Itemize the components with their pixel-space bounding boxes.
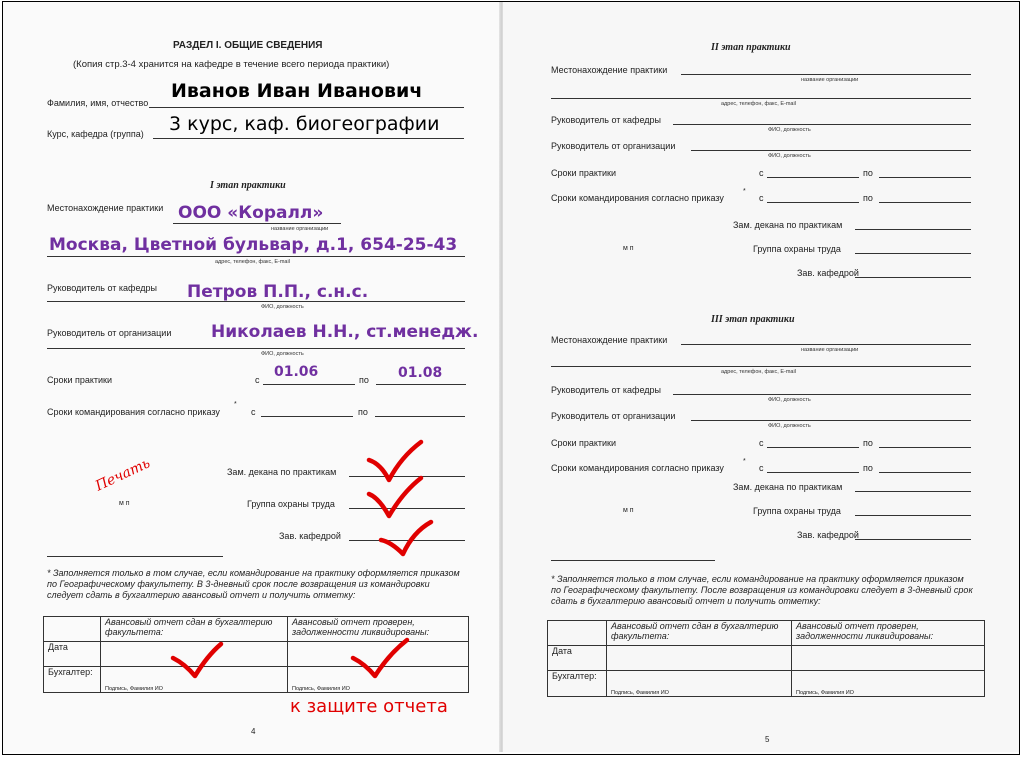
dates-to: по — [359, 375, 369, 385]
address-caption: адрес, телефон, факс, E-mail — [215, 259, 290, 265]
org-head-label: Руководитель от организации — [47, 328, 172, 338]
s2-mission-from: с — [759, 193, 764, 203]
date-to-value: 01.08 — [398, 365, 443, 381]
s2-location-label: Местонахождение практики — [551, 65, 668, 75]
safety-label: Группа охраны труда — [247, 499, 335, 509]
mission-from: с — [251, 407, 256, 417]
org-head-value: Николаев Н.Н., ст.менедж. — [211, 322, 479, 342]
s3-location-label: Местонахождение практики — [551, 335, 668, 345]
s3-mp-label: м п — [623, 507, 634, 514]
s2-mission-star: * — [743, 188, 746, 195]
checkmark-icon — [369, 442, 421, 480]
table-header-col1: Авансовый отчет сдан в бухгалтерию факультета: — [101, 617, 288, 642]
right-advance-report-table — [547, 620, 985, 697]
stage3-title: III этап практики — [711, 314, 795, 325]
s2-dept-head-line — [673, 124, 971, 125]
s2-fio-caption: ФИО, должность — [768, 127, 811, 133]
location-label: Местонахождение практики — [47, 203, 164, 213]
copy-note: (Копия стр.3-4 хранится на кафедре в течение всего периода практики) — [73, 59, 390, 70]
s3-dean-label: Зам. декана по практикам — [733, 482, 843, 492]
s2-mission-to-line — [879, 202, 971, 203]
table-row-accountant: Бухгалтер: — [44, 667, 101, 693]
checkmark-icon — [353, 640, 407, 676]
s2-mission-to: по — [863, 193, 873, 203]
s2-safety-label: Группа охраны труда — [753, 244, 841, 254]
s3-mission-label: Сроки командирования согласно приказу — [551, 463, 724, 473]
mission-to: по — [358, 407, 368, 417]
s3-fio-caption: ФИО, должность — [768, 397, 811, 403]
s2-date-to-line — [879, 177, 971, 178]
s3-chair-label: Зав. кафедрой — [797, 530, 859, 540]
right-footnote: * Заполняется только в том случае, если командирование на практику оформляется приказом по Географическому факультету. После возвращения из командировки следует в 3-дневный срок сдать в бухгалтерию авансовый отчет и получить отметку: — [551, 574, 973, 606]
s3-mission-to-line — [879, 472, 971, 473]
chair-label: Зав. кафедрой — [279, 531, 341, 541]
s3-dean-line — [855, 491, 971, 492]
s2-chair-label: Зав. кафедрой — [797, 268, 859, 278]
org-caption: название организации — [271, 226, 329, 232]
table-header-col2: Авансовый отчет проверен, задолженности ликвидированы: — [288, 617, 469, 642]
fio-pos-caption-2: ФИО, должность — [261, 351, 304, 357]
date-from-value: 01.06 — [274, 364, 319, 380]
s3-date-to-line — [879, 447, 971, 448]
s2-org-caption: название организации — [801, 77, 859, 83]
s2-dates-from: с — [759, 168, 764, 178]
s3-mission-star: * — [743, 458, 746, 465]
checkmark-icon — [369, 478, 421, 516]
s2-location-line — [681, 74, 971, 75]
right-table-corner — [548, 621, 607, 646]
course-label: Курс, кафедра (группа) — [47, 129, 144, 139]
mp-label: м п — [119, 500, 130, 507]
stamp-note: Печать — [93, 455, 153, 495]
s3-mission-to: по — [863, 463, 873, 473]
right-table-signature-2: Подпись, Фамилия ИО — [792, 671, 985, 697]
right-table-row-date: Дата — [548, 646, 607, 671]
dept-head-value: Петров П.П., с.н.с. — [187, 282, 369, 302]
s3-dates-label: Сроки практики — [551, 438, 617, 448]
defense-note: к защите отчета — [290, 696, 448, 717]
fio-pos-caption: ФИО, должность — [261, 304, 304, 310]
table-signature-1: Подпись, Фамилия ИО — [101, 667, 288, 693]
s2-dean-label: Зам. декана по практикам — [733, 220, 843, 230]
s3-chair-line — [855, 539, 971, 540]
s3-address-line — [551, 366, 971, 367]
s3-safety-label: Группа охраны труда — [753, 506, 841, 516]
right-table-cell-date1 — [607, 646, 792, 671]
s3-dates-from: с — [759, 438, 764, 448]
s3-mission-from-line — [767, 472, 859, 473]
dates-label: Сроки практики — [47, 375, 113, 385]
s3-dept-head-label: Руководитель от кафедры — [551, 385, 661, 395]
s3-safety-line — [855, 515, 971, 516]
page-number-right: 5 — [765, 735, 770, 744]
s3-date-from-line — [767, 447, 859, 448]
course-value: 3 курс, каф. биогеографии — [169, 113, 440, 135]
s3-dept-head-line — [673, 394, 971, 395]
s2-dates-to: по — [863, 168, 873, 178]
stage2-title: II этап практики — [711, 42, 791, 53]
s3-mission-from: с — [759, 463, 764, 473]
s2-date-from-line — [767, 177, 859, 178]
s3-location-line — [681, 344, 971, 345]
dates-from: с — [255, 375, 260, 385]
mission-label: Сроки командирования согласно приказу — [47, 407, 220, 417]
s2-address-caption: адрес, телефон, факс, E-mail — [721, 101, 796, 107]
s2-chair-line — [855, 277, 971, 278]
s2-dept-head-label: Руководитель от кафедры — [551, 115, 661, 125]
footnote: * Заполняется только в том случае, если командирование на практику оформляется приказом по Географическому факультету. В 3-дневный срок после возвращения из командировки следует сдать в бухгалтерию авансовый отчет и получить отметку: — [47, 568, 460, 600]
s2-address-line — [551, 98, 971, 99]
s3-org-head-line — [691, 420, 971, 421]
s3-fio-caption-2: ФИО, должность — [768, 423, 811, 429]
s2-org-head-label: Руководитель от организации — [551, 141, 676, 151]
section-title: РАЗДЕЛ I. ОБЩИЕ СВЕДЕНИЯ — [173, 40, 323, 51]
location-value: ООО «Коралл» — [178, 203, 324, 223]
s3-blank-line — [551, 560, 715, 561]
mission-star: * — [234, 401, 237, 408]
table-signature-2: Подпись, Фамилия ИО — [288, 667, 469, 693]
fio-label: Фамилия, имя, отчество — [47, 98, 149, 108]
right-table-signature-1: Подпись, Фамилия ИО — [607, 671, 792, 697]
left-page — [3, 2, 500, 752]
checkmarks-overlay — [3, 2, 500, 752]
checkmark-icon — [381, 522, 431, 554]
s2-mission-label: Сроки командирования согласно приказу — [551, 193, 724, 203]
checkmark-icon — [173, 644, 221, 676]
s3-dates-to: по — [863, 438, 873, 448]
right-page — [503, 2, 1019, 752]
dean-label: Зам. декана по практикам — [227, 467, 337, 477]
s2-dean-line — [855, 229, 971, 230]
page-number-left: 4 — [251, 727, 256, 736]
right-table-header-col1: Авансовый отчет сдан в бухгалтерию факультета: — [607, 621, 792, 646]
s2-dates-label: Сроки практики — [551, 168, 617, 178]
s3-org-caption: название организации — [801, 347, 859, 353]
right-table-header-col2: Авансовый отчет проверен, задолженности ликвидированы: — [792, 621, 985, 646]
stage1-title: I этап практики — [210, 180, 286, 191]
fio-value: Иванов Иван Иванович — [171, 80, 423, 102]
s3-org-head-label: Руководитель от организации — [551, 411, 676, 421]
s2-mission-from-line — [767, 202, 859, 203]
dept-head-label: Руководитель от кафедры — [47, 283, 157, 293]
s2-fio-caption-2: ФИО, должность — [768, 153, 811, 159]
s2-mp-label: м п — [623, 245, 634, 252]
s2-org-head-line — [691, 150, 971, 151]
table-row-date: Дата — [44, 642, 101, 667]
s3-address-caption: адрес, телефон, факс, E-mail — [721, 369, 796, 375]
address-value: Москва, Цветной бульвар, д.1, 654-25-43 — [49, 235, 458, 255]
right-table-cell-date2 — [792, 646, 985, 671]
s2-safety-line — [855, 253, 971, 254]
right-table-row-accountant: Бухгалтер: — [548, 671, 607, 697]
